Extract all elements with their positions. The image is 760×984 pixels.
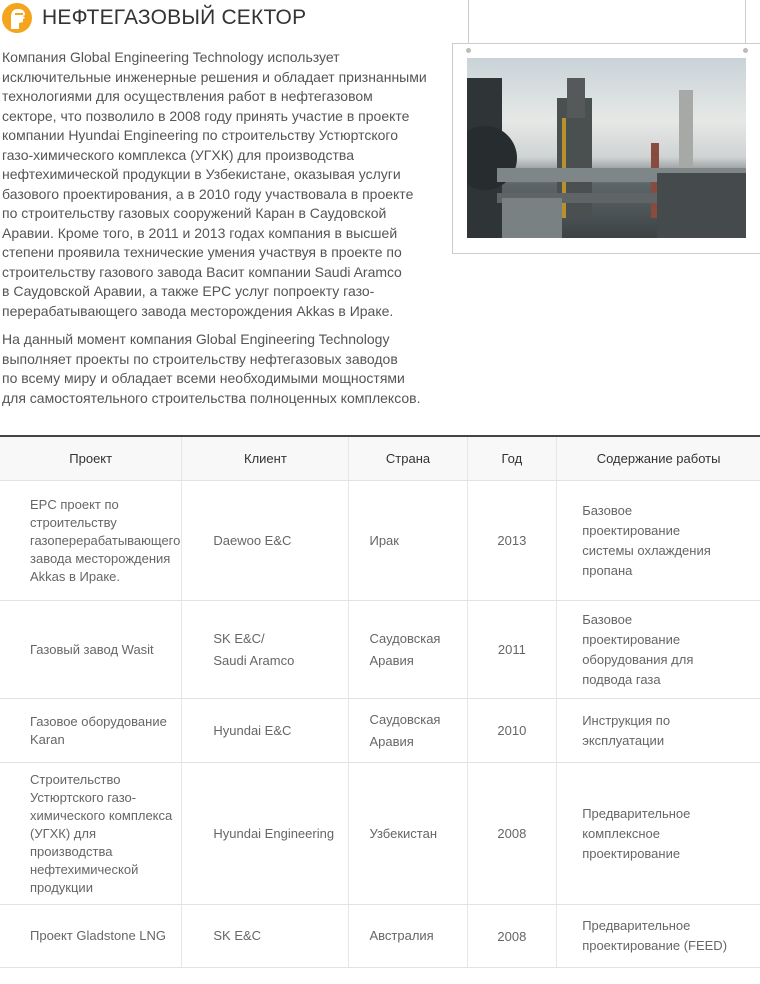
table-row — [0, 481, 760, 601]
table-cell — [557, 905, 760, 968]
cell-line: Базовое — [582, 611, 633, 627]
cell-line: SK E&C — [213, 928, 262, 943]
cell-line: Akkas в Ираке. — [30, 568, 121, 584]
paragraph-line: в Саудовской Аравии, а также EPC услуг попроекту газо- — [2, 283, 375, 299]
cell-line: Аравия — [369, 733, 414, 749]
table-cell — [182, 601, 349, 699]
table-cell — [349, 601, 467, 699]
paragraph-line: нефтехимической продукции в Узбекистане, оказывая услуги — [2, 166, 401, 182]
cell-line: 2008 — [497, 928, 527, 944]
table-cell — [467, 601, 557, 699]
paragraph-line: секторе, что позволило в 2008 году принять участие в проекте — [2, 107, 410, 124]
paragraph-line: Аравии. Кроме того, в 2011 и 2013 годах компания в высшей — [2, 224, 398, 241]
cell-line: SK E&C/ — [213, 630, 265, 646]
table-cell — [0, 481, 182, 601]
table-row — [0, 699, 760, 763]
column-header: Содержание работы — [557, 436, 760, 481]
projects-table — [0, 435, 760, 968]
table-cell — [349, 699, 467, 763]
cell-line: Ирак — [369, 532, 399, 548]
cell-line: проектирование — [582, 522, 681, 538]
intro-paragraph-1 — [2, 48, 427, 321]
table-cell — [557, 763, 760, 905]
cell-line: (УГХК) для — [30, 825, 97, 841]
table-cell — [182, 481, 349, 601]
paragraph-line: по всему миру и обладает всеми необходимыми мощностями — [2, 370, 405, 386]
cell-line: 2011 — [497, 642, 526, 657]
cell-line: Предварительное — [582, 805, 691, 821]
paragraph-line: Компания Global Engineering Technology использует — [2, 49, 340, 65]
cell-line: 2013 — [497, 533, 527, 548]
paragraph-line: На данный момент компания Global Engineering Technology — [2, 331, 390, 347]
paragraph-line: по строительству газовых сооружений Каран в Саудовской — [2, 205, 387, 221]
cell-line: Устюртского газо- — [30, 789, 137, 805]
cell-line: строительству — [30, 514, 117, 530]
column-header: Год — [467, 436, 557, 481]
table-header-row — [0, 436, 760, 481]
paragraph-line: степени проявила технические умения участвуя в проекте по — [2, 244, 402, 260]
cell-line: Газовое оборудование — [30, 713, 167, 729]
cell-line: EPC проект по — [30, 496, 119, 512]
refinery-photo — [467, 58, 746, 238]
paragraph-line: выполняет проекты по строительству нефтегазовых заводов — [2, 350, 398, 367]
cell-line: Hyundai E&C — [213, 722, 292, 738]
cell-line: пропана — [582, 562, 633, 578]
cell-line: подвода газа — [582, 671, 661, 687]
table-cell — [557, 601, 760, 699]
cell-line: Базовое — [582, 502, 633, 518]
table-cell — [0, 905, 182, 968]
table-cell — [0, 699, 182, 763]
table-cell — [182, 763, 349, 905]
cell-line: проектирование — [582, 631, 681, 647]
cell-line: Аравия — [369, 652, 414, 668]
cell-line: Daewoo E&C — [213, 532, 292, 548]
cell-line: Газовый завод Wasit — [30, 641, 154, 657]
oil-worker-icon — [2, 3, 32, 33]
table-cell — [0, 601, 182, 699]
cell-line: 2008 — [497, 826, 527, 841]
column-header: Страна — [349, 436, 467, 481]
cell-line: Саудовская — [369, 711, 441, 727]
cell-line: Проект Gladstone LNG — [30, 928, 167, 943]
cell-line: оборудования для — [582, 651, 694, 667]
cell-line: Инструкция по — [582, 712, 671, 728]
column-header: Проект — [0, 436, 182, 481]
cell-line: Саудовская — [369, 630, 441, 646]
table-cell — [349, 763, 467, 905]
cell-line: проектирование — [582, 845, 681, 861]
table-cell — [467, 905, 557, 968]
paragraph-line: газо-химического комплекса (УГХК) для производства — [2, 146, 355, 163]
cell-line: системы охлаждения — [582, 542, 711, 558]
paragraph-line: базового проектирования, а в 2010 году участвовала в проекте — [2, 185, 414, 202]
cell-line: производства — [30, 843, 113, 859]
page-title: НЕФТЕГАЗОВЫЙ СЕКТОР — [42, 6, 307, 29]
paragraph-line: компании Hyundai Engineering по строительству Устюртского — [2, 127, 398, 143]
table-row — [0, 601, 760, 699]
cell-line: комплексное — [582, 825, 661, 841]
paragraph-line: строительству газового завода Васит компании Saudi Aramco — [2, 263, 402, 280]
table-row — [0, 905, 760, 968]
page-header — [2, 2, 306, 34]
table-cell — [349, 905, 467, 968]
pin-icon — [743, 48, 748, 53]
cell-line: завода месторождения — [30, 550, 171, 566]
table-cell — [467, 481, 557, 601]
cell-line: газоперерабатывающего — [30, 532, 181, 548]
intro-paragraph-2 — [2, 330, 420, 408]
table-cell — [467, 763, 557, 905]
cell-line: проектирование (FEED) — [582, 938, 728, 953]
cell-line: нефтехимической — [30, 861, 139, 877]
cell-line: Предварительное — [582, 918, 691, 933]
cell-line: Строительство — [30, 771, 121, 787]
pin-icon — [466, 48, 471, 53]
cell-line: эксплуатации — [582, 732, 665, 748]
paragraph-line: перерабатывающего завода месторождения Akkas в Ираке. — [2, 302, 394, 319]
cell-line: продукции — [30, 879, 93, 895]
table-cell — [467, 699, 557, 763]
cell-line: Hyundai Engineering — [213, 825, 335, 841]
table-cell — [0, 763, 182, 905]
table-cell — [182, 699, 349, 763]
cell-line: 2010 — [497, 723, 527, 738]
table-cell — [182, 905, 349, 968]
paragraph-line: исключительные инженерные решения и обладает признанными — [2, 68, 427, 85]
cell-line: Karan — [30, 731, 65, 747]
table-cell — [557, 481, 760, 601]
cell-line: химического комплекса — [30, 807, 173, 823]
cell-line: Saudi Aramco — [213, 652, 295, 668]
cell-line: Австралия — [369, 928, 434, 943]
paragraph-line: для самостоятельного строительства полноценных комплексов. — [2, 389, 421, 406]
table-cell — [349, 481, 467, 601]
cell-line: Узбекистан — [369, 825, 438, 841]
paragraph-line: технологиями для осуществления работ в нефтегазовом — [2, 88, 373, 104]
table-row — [0, 763, 760, 905]
column-header: Клиент — [182, 436, 349, 481]
table-cell — [557, 699, 760, 763]
